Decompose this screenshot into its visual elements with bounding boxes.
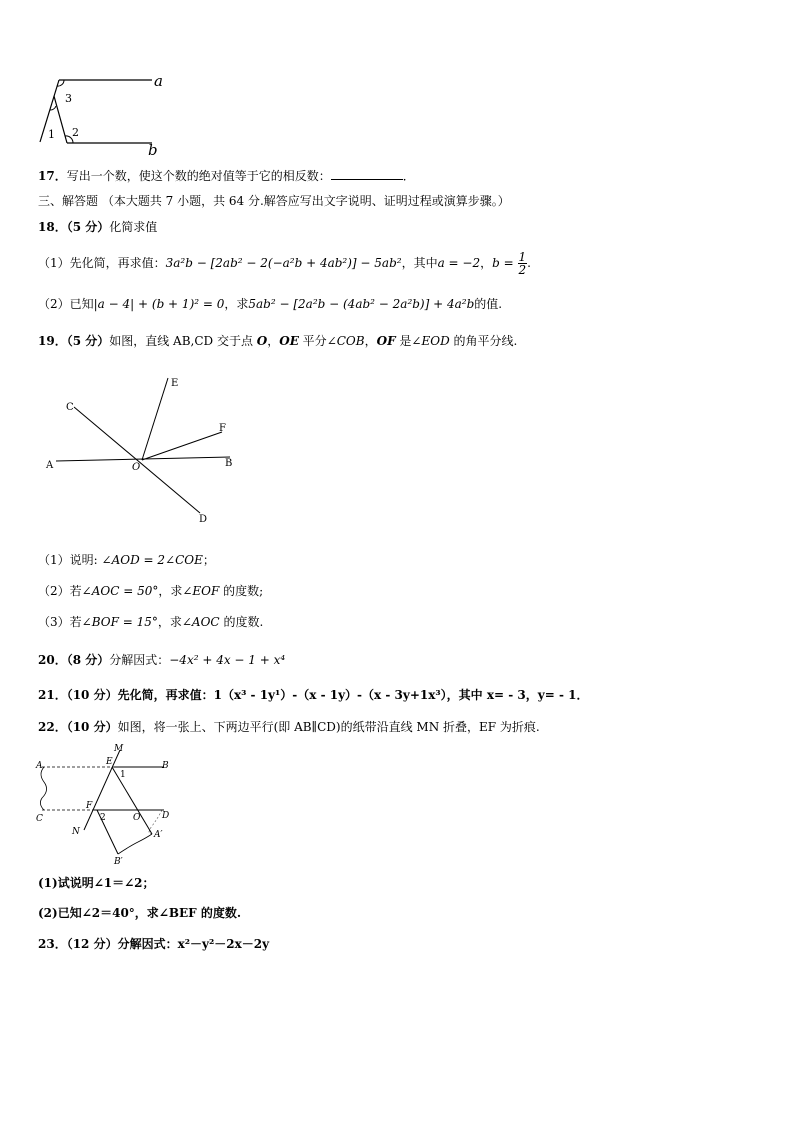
q18-p1-b: b = bbox=[492, 256, 518, 270]
point-o-label: O bbox=[133, 813, 141, 823]
q19-s2-end: 的度数; bbox=[223, 584, 264, 598]
q18-p1-cond: a = −2 bbox=[437, 256, 481, 270]
q19-s1-lead: （1）说明: bbox=[38, 553, 98, 567]
q19-angle-cob: ∠COB bbox=[326, 334, 365, 348]
question-18-title bbox=[38, 219, 157, 235]
q20-score: （8 分） bbox=[66, 653, 110, 667]
question-23 bbox=[38, 936, 269, 952]
q18-number: 18． bbox=[38, 220, 67, 234]
angle-2-label: 2 bbox=[100, 813, 106, 823]
q19-sub1 bbox=[38, 552, 215, 568]
point-e-label: E bbox=[171, 378, 179, 389]
question-21 bbox=[38, 687, 588, 703]
section-3-heading bbox=[38, 193, 510, 209]
q21-number: 21． bbox=[38, 688, 67, 702]
q19-angle-eod: ∠EOD bbox=[411, 334, 450, 348]
q19-sub2 bbox=[38, 583, 263, 599]
q23-text: 分解因式：x²－y²－2x－2y bbox=[117, 937, 270, 951]
point-m-label: M bbox=[114, 744, 124, 754]
point-n-label: N bbox=[72, 827, 80, 837]
point-b-label: B bbox=[225, 458, 233, 469]
q19-sub3 bbox=[38, 614, 263, 630]
q17-number: 17． bbox=[38, 169, 67, 183]
q18-part1 bbox=[38, 251, 531, 276]
q18-p1-where: ，其中 bbox=[401, 256, 438, 270]
q19-number: 19． bbox=[38, 334, 67, 348]
q19-score: （5 分） bbox=[66, 334, 110, 348]
q18-score: （5 分） bbox=[66, 220, 110, 234]
q22-text: 如图，将一张上、下两边平行(即 AB∥CD)的纸带沿直线 MN 折叠，EF 为折痕. bbox=[117, 720, 540, 734]
q19-s3-expr: ∠BOF = 15° bbox=[81, 615, 158, 629]
q19-point-o: O bbox=[256, 334, 268, 348]
q19-text6: 的角平分线. bbox=[449, 334, 518, 348]
q19-s1-end: ； bbox=[202, 553, 215, 567]
question-20 bbox=[38, 652, 285, 668]
q19-text1: 如图，直线 AB,CD 交于点 bbox=[109, 334, 257, 348]
angle-2-label: 2 bbox=[72, 126, 79, 139]
q18-part2 bbox=[38, 296, 502, 312]
angle-1-label: 1 bbox=[48, 128, 55, 141]
q19-s3-angle: ∠AOC bbox=[181, 615, 220, 629]
q17-tail: ． bbox=[402, 169, 415, 183]
q19-s2-expr: ∠AOC = 50° bbox=[81, 584, 159, 598]
q20-number: 20． bbox=[38, 653, 67, 667]
q19-text4: ， bbox=[364, 334, 377, 348]
point-d-label: D bbox=[162, 811, 170, 821]
q19-s2-lead: （2）若 bbox=[38, 584, 82, 598]
question-19 bbox=[38, 333, 517, 349]
label-b: b bbox=[148, 141, 158, 159]
point-a-prime-label: A′ bbox=[154, 830, 163, 840]
q19-s2-mid: ，求 bbox=[158, 584, 183, 598]
q22-s1-text: (1)试说明∠1＝∠2； bbox=[38, 876, 155, 890]
q18-p2-mid: ，求 bbox=[224, 297, 249, 311]
parallel-lines-figure bbox=[34, 70, 174, 160]
q18-p1-comma: ， bbox=[480, 256, 493, 270]
q19-s2-angle: ∠EOF bbox=[182, 584, 220, 598]
q18-p1-expr: 3a²b − [2ab² − 2(−a²b + 4ab²)] − 5ab² bbox=[165, 256, 402, 270]
label-a: a bbox=[154, 72, 163, 90]
q19-s1-expr: ∠AOD = 2∠COE bbox=[101, 553, 203, 567]
q19-text3: 平分 bbox=[298, 334, 327, 348]
angle-1-label: 1 bbox=[120, 770, 126, 780]
q23-score: （12 分） bbox=[66, 937, 118, 951]
q22-score: （10 分） bbox=[66, 720, 118, 734]
q19-oe: OE bbox=[279, 334, 299, 348]
q22-number: 22． bbox=[38, 720, 67, 734]
q18-p1-lead: （1）先化简，再求值： bbox=[38, 256, 166, 270]
point-f-label: F bbox=[219, 423, 226, 434]
q17-answer-blank[interactable] bbox=[331, 168, 403, 180]
angle-3-label: 3 bbox=[65, 92, 72, 105]
question-17 bbox=[38, 168, 415, 184]
point-o-label: O bbox=[132, 462, 141, 473]
point-c-label: C bbox=[36, 814, 43, 824]
fraction-denominator: 2 bbox=[518, 263, 527, 277]
point-c-label: C bbox=[66, 402, 74, 413]
question-22 bbox=[38, 719, 540, 735]
q21-text: 先化简，再求值：1（x³ - 1y¹）-（x - 1y）-（x - 3y+1x³），其中 x= - 3，y= - 1． bbox=[117, 688, 589, 702]
q19-s3-end: 的度数. bbox=[223, 615, 264, 629]
q19-s3-lead: （3）若 bbox=[38, 615, 82, 629]
section-3-text: 三、解答题 （本大题共 7 小题，共 64 分.解答应写出文字说明、证明过程或演算步骤。） bbox=[38, 194, 510, 208]
folded-strip-figure bbox=[34, 742, 184, 867]
q20-expr: −4x² + 4x − 1 + x⁴ bbox=[169, 653, 286, 667]
point-f-label: F bbox=[86, 801, 93, 811]
q19-of: OF bbox=[376, 334, 396, 348]
q18-p2-expr: 5ab² − [2a²b − (4ab² − 2a²b)] + 4a²b bbox=[248, 297, 475, 311]
q19-s3-mid: ，求 bbox=[157, 615, 182, 629]
q18-p2-end: 的值. bbox=[474, 297, 503, 311]
point-a-label: A bbox=[36, 761, 43, 771]
q21-score: （10 分） bbox=[66, 688, 118, 702]
q22-s2-text: (2)已知∠2＝40°，求∠BEF 的度数. bbox=[38, 906, 242, 920]
q18-p1-end: . bbox=[527, 256, 531, 270]
q17-text: 写出一个数，使这个数的绝对值等于它的相反数： bbox=[66, 169, 331, 183]
point-b-label: B bbox=[162, 761, 169, 771]
point-d-label: D bbox=[199, 514, 208, 525]
q18-title: 化简求值 bbox=[109, 220, 158, 234]
fraction-numerator: 1 bbox=[518, 250, 527, 264]
fraction-one-half bbox=[518, 251, 528, 276]
point-e-label: E bbox=[106, 757, 113, 767]
intersecting-lines-figure bbox=[40, 370, 240, 530]
point-b-prime-label: B′ bbox=[114, 857, 123, 867]
q23-number: 23． bbox=[38, 937, 67, 951]
q19-text2: ， bbox=[267, 334, 280, 348]
q22-sub1 bbox=[38, 875, 155, 891]
q18-p2-lead: （2）已知 bbox=[38, 297, 94, 311]
point-a-label: A bbox=[46, 460, 54, 471]
q19-text5: 是 bbox=[395, 334, 412, 348]
q22-sub2 bbox=[38, 905, 241, 921]
q18-p2-cond: |a − 4| + (b + 1)² = 0 bbox=[93, 297, 225, 311]
q20-text: 分解因式： bbox=[109, 653, 170, 667]
